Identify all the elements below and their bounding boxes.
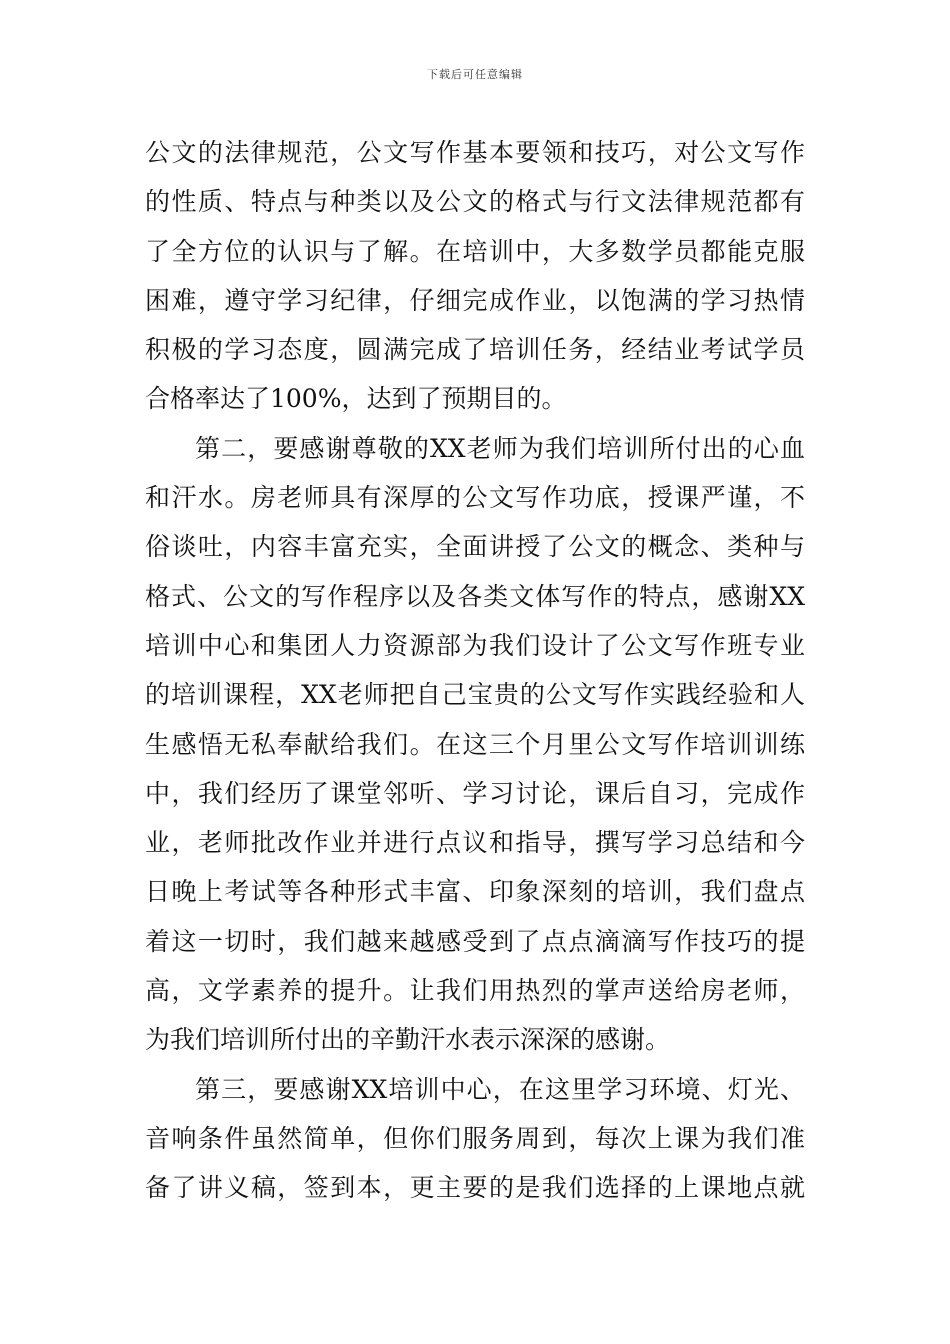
- text-line: 公文的法律规范，公文写作基本要领和技巧，对公文写作: [145, 138, 805, 167]
- text-line: 了全方位的认识与了解。在培训中，大多数学员都能克服: [145, 236, 805, 266]
- text-line: 俗谈吐，内容丰富充实，全面讲授了公文的概念、类种与: [145, 532, 805, 562]
- text-line: 第二，要感谢尊敬的XX老师为我们培训所付出的心血: [195, 433, 805, 463]
- text-line: 日晚上考试等各种形式丰富、印象深刻的培训，我们盘点: [145, 877, 805, 907]
- document-body: [145, 128, 805, 1213]
- text-line: 困难，遵守学习纪律，仔细完成作业，以饱满的学习热情: [145, 285, 805, 315]
- text-line: 为我们培训所付出的辛勤汗水表示深深的感谢。: [145, 1025, 671, 1055]
- text-line: 业，老师批改作业并进行点议和指导，撰写学习总结和今: [145, 828, 805, 858]
- text-line: 和汗水。房老师具有深厚的公文写作功底，授课严谨，不: [145, 483, 805, 513]
- text-line: 积极的学习态度，圆满完成了培训任务，经结业考试学员: [145, 335, 805, 365]
- text-line: 第三，要感谢XX培训中心，在这里学习环境、灯光、: [195, 1074, 805, 1104]
- text-line: 格式、公文的写作程序以及各类文体写作的特点，感谢XX: [145, 581, 805, 611]
- text-line: 着这一切时，我们越来越感受到了点点滴滴写作技巧的提: [145, 926, 805, 956]
- text-line: 的培训课程，XX老师把自己宝贵的公文写作实践经验和人: [145, 680, 805, 710]
- text-line: 高，文学素养的提升。让我们用热烈的掌声送给房老师，: [145, 976, 805, 1006]
- text-line: 生感悟无私奉献给我们。在这三个月里公文写作培训训练: [145, 729, 805, 759]
- header-note: 下载后可任意编辑: [427, 68, 523, 81]
- text-line: 备了讲义稿，签到本，更主要的是我们选择的上课地点就: [145, 1173, 805, 1203]
- text-line: 的性质、特点与种类以及公文的格式与行文法律规范都有: [145, 187, 805, 217]
- text-line: 培训中心和集团人力资源部为我们设计了公文写作班专业: [145, 630, 805, 660]
- text-line: 合格率达了100%，达到了预期目的。: [145, 384, 567, 414]
- text-line: 音响条件虽然简单，但你们服务周到，每次上课为我们准: [145, 1123, 805, 1153]
- text-line: 中，我们经历了课堂邻听、学习讨论，课后自习，完成作: [145, 778, 805, 808]
